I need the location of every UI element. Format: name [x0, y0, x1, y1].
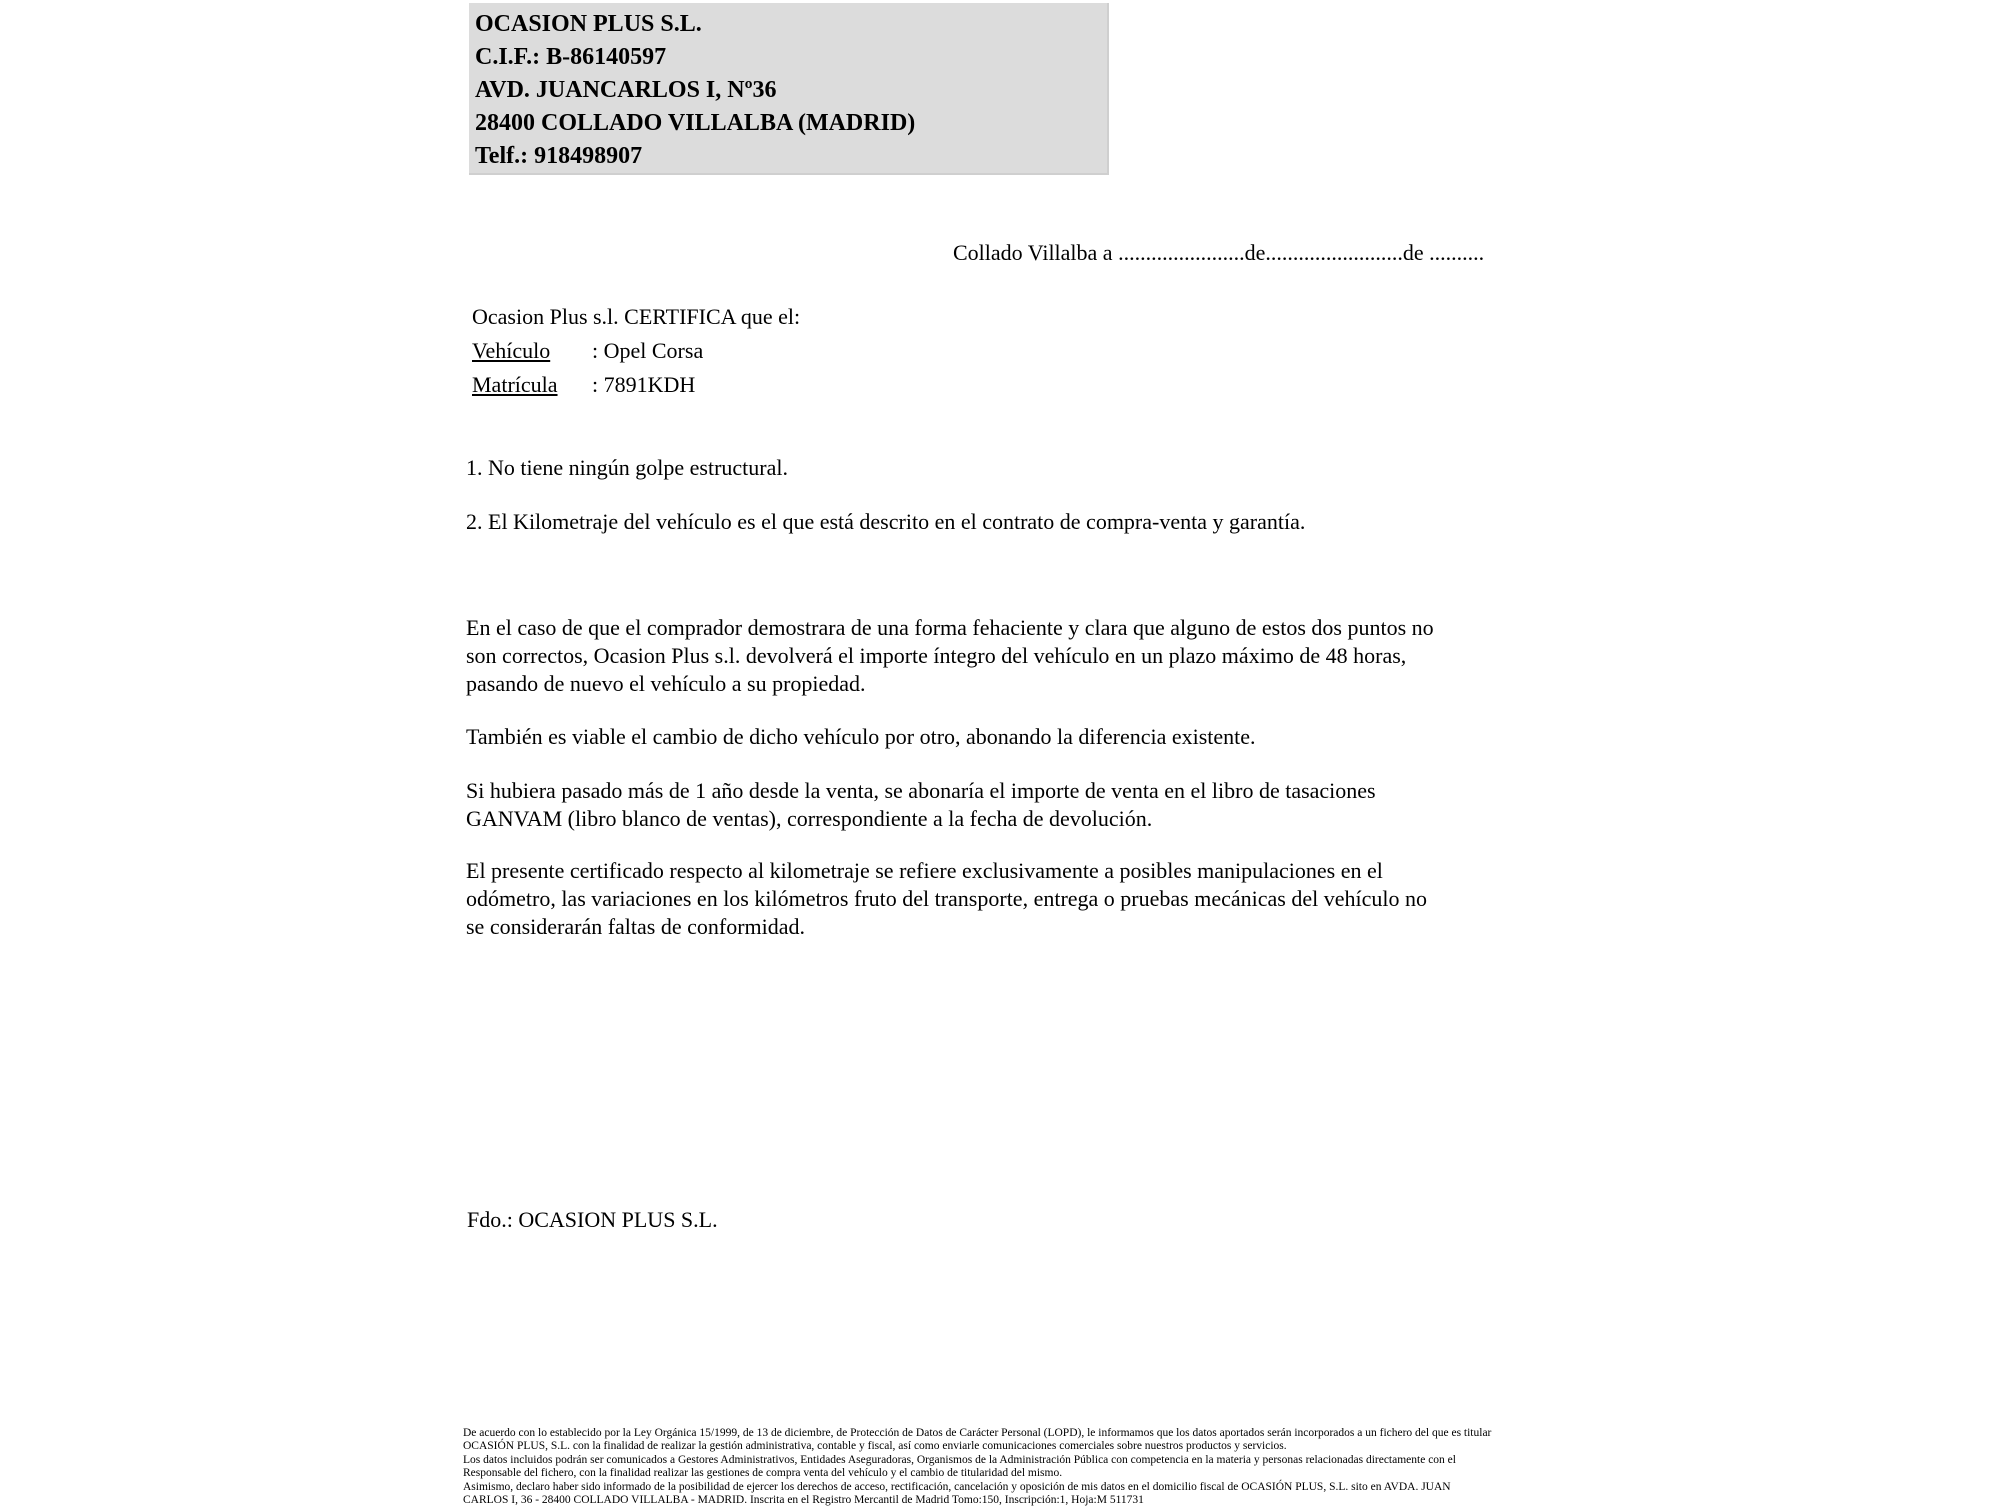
company-header-box	[469, 3, 1109, 175]
company-phone: Telf.: 918498907	[475, 143, 643, 169]
legal-line: Los datos incluidos podrán ser comunicados a Gestores Administrativos, Entidades Aseguradoras, Organismos de la Administración Pública con competencia en la materia y personas relacionadas directamente con el	[463, 1453, 1456, 1466]
paragraph-exchange-option	[466, 723, 1256, 751]
paragraph-line: se considerarán faltas de conformidad.	[466, 914, 806, 939]
company-cif: C.I.F.: B-86140597	[475, 44, 667, 70]
vehicle-label: Vehículo	[472, 338, 551, 363]
company-name: OCASION PLUS S.L.	[475, 11, 702, 37]
plate-field	[472, 368, 800, 402]
paragraph-refund-policy	[466, 614, 1434, 698]
legal-line: Responsable del fichero, con la finalidad realizar las gestiones de compra venta del vehículo y el cambio de titularidad del mismo.	[463, 1467, 1063, 1480]
company-city: 28400 COLLADO VILLALBA (MADRID)	[475, 110, 916, 136]
certification-block	[472, 300, 800, 402]
certification-intro: Ocasion Plus s.l. CERTIFICA que el:	[472, 304, 801, 329]
paragraph-line: GANVAM (libro blanco de ventas), correspondiente a la fecha de devolución.	[466, 806, 1153, 831]
legal-line: Asimismo, declaro haber sido informado de la posibilidad de ejercer los derechos de acceso, rectificación, cancelación y oposición de mis datos en el domicilio fiscal de OCASIÓN PLUS, S.L. sito en AVDA. JUAN	[463, 1480, 1451, 1493]
legal-fine-print	[463, 1427, 1553, 1507]
plate-label: Matrícula	[472, 372, 558, 397]
paragraph-line: Si hubiera pasado más de 1 año desde la venta, se abonaría el importe de venta en el libro de tasaciones	[466, 778, 1376, 803]
vehicle-field	[472, 334, 800, 368]
legal-line: De acuerdo con lo establecido por la Ley Orgánica 15/1999, de 13 de diciembre, de Protección de Datos de Carácter Personal (LOPD), le informamos que los datos aportados serán incorporados a un fichero del que es titular	[463, 1427, 1492, 1439]
plate-value: : 7891KDH	[592, 372, 696, 397]
signature-line: Fdo.: OCASION PLUS S.L.	[467, 1207, 718, 1232]
statement-1: 1. No tiene ningún golpe estructural.	[466, 455, 788, 480]
paragraph-line: En el caso de que el comprador demostrara de una forma fehaciente y clara que alguno de estos dos puntos no	[466, 615, 1434, 640]
paragraph-ganvam-valuation	[466, 777, 1376, 833]
paragraph-line: pasando de nuevo el vehículo a su propiedad.	[466, 671, 866, 696]
paragraph-line: El presente certificado respecto al kilometraje se refiere exclusivamente a posibles manipulaciones en el	[466, 858, 1383, 883]
paragraph-line: odómetro, las variaciones en los kilómetros fruto del transporte, entrega o pruebas mecánicas del vehículo no	[466, 886, 1427, 911]
statement-2: 2. El Kilometraje del vehículo es el que está descrito en el contrato de compra-venta y garantía.	[466, 509, 1306, 534]
company-address: AVD. JUANCARLOS I, Nº36	[475, 77, 777, 103]
paragraph-line: También es viable el cambio de dicho vehículo por otro, abonando la diferencia existente.	[466, 724, 1256, 749]
legal-line: CARLOS I, 36 - 28400 COLLADO VILLALBA - MADRID. Inscrita en el Registro Mercantil de Madrid Tomo:150, Inscripción:1, Hoja:M 511731	[463, 1494, 1144, 1507]
date-line: Collado Villalba a .......................de.........................de ..........	[953, 240, 1485, 265]
legal-line: OCASIÓN PLUS, S.L. con la finalidad de realizar la gestión administrativa, contable y fiscal, así como enviarle comunicaciones comerciales sobre nuestros productos y servicios.	[463, 1440, 1287, 1453]
vehicle-value: : Opel Corsa	[592, 338, 704, 363]
paragraph-line: son correctos, Ocasion Plus s.l. devolverá el importe íntegro del vehículo en un plazo máximo de 48 horas,	[466, 643, 1407, 668]
paragraph-odometer-disclaimer	[466, 857, 1427, 941]
